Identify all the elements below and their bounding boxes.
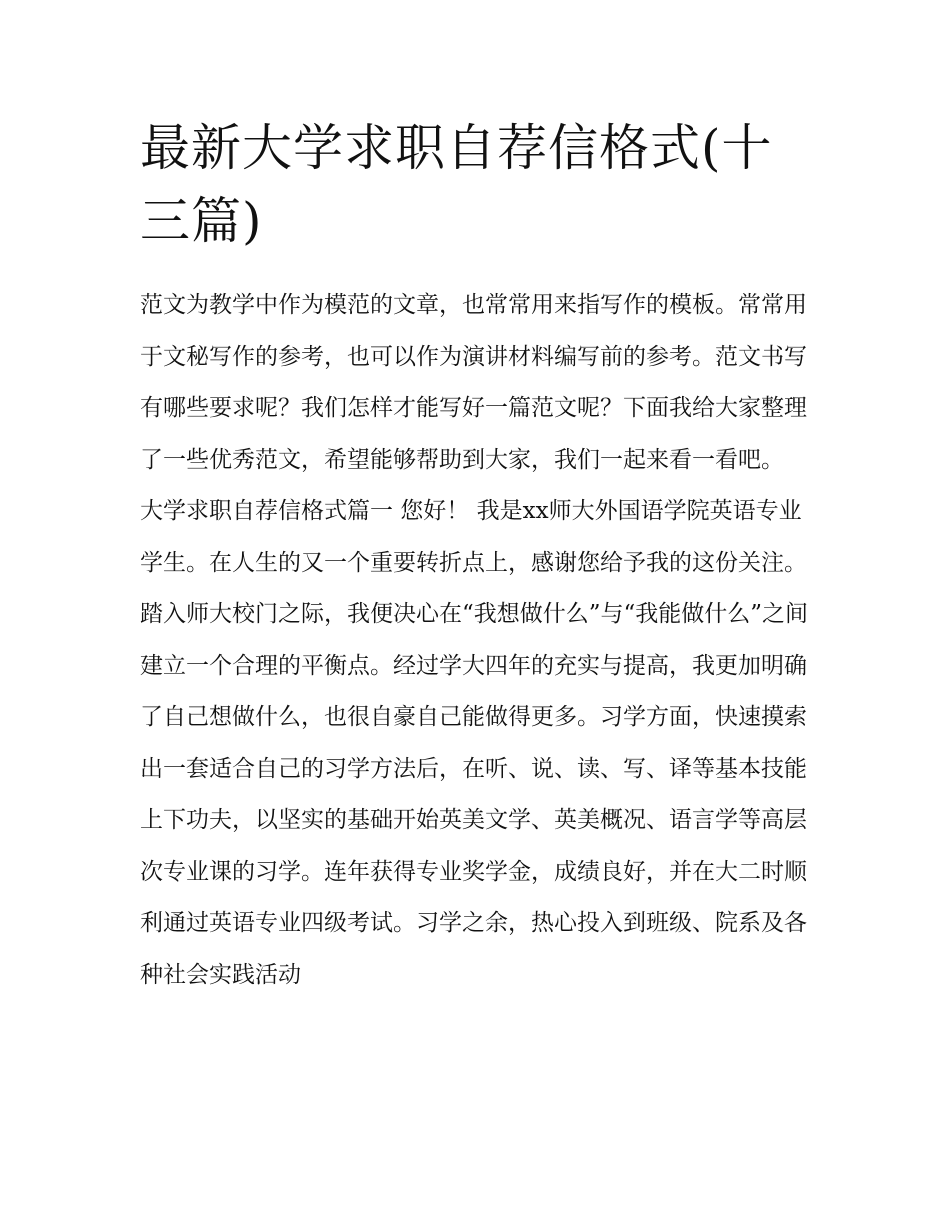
paragraph-intro: 范文为教学中作为模范的文章，也常常用来指写作的模板。常常用于文秘写作的参考，也可以作为演讲材料编写前的参考。范文书写有哪些要求呢？我们怎样才能写好一篇范文呢？下面我给大家整理了一些优秀范文，希望能够帮助到大家，我们一起来看一看吧。 bbox=[140, 292, 807, 473]
paragraph-greeting: 大学求职自荐信格式篇一 您好！ 我是xx师大外国语学院英语专业学生。在人生的又一个重要转折点上，感谢您给予我的这份关注。 bbox=[140, 498, 807, 576]
document-body bbox=[140, 112, 815, 1001]
paragraph-experience: 踏入师大校门之际，我便决心在“我想做什么”与“我能做什么”之间建立一个合理的平衡点。经过学大四年的充实与提高，我更加明确了自己想做什么，也很自豪自己能做得更多。习学方面，快速摸索出一套适合自己的习学方法后，在听、说、读、写、译等基本技能上下功夫，以坚实的基础开始英美文学、英美概况、语言学等高层次专业课的习学。连年获得专业奖学金，成绩良好，并在大二时顺利通过英语专业四级考试。习学之余，热心投入到班级、院系及各种社会实践活动 bbox=[140, 601, 809, 988]
page-title: 最新大学求职自荐信格式(十三篇) bbox=[140, 119, 773, 250]
